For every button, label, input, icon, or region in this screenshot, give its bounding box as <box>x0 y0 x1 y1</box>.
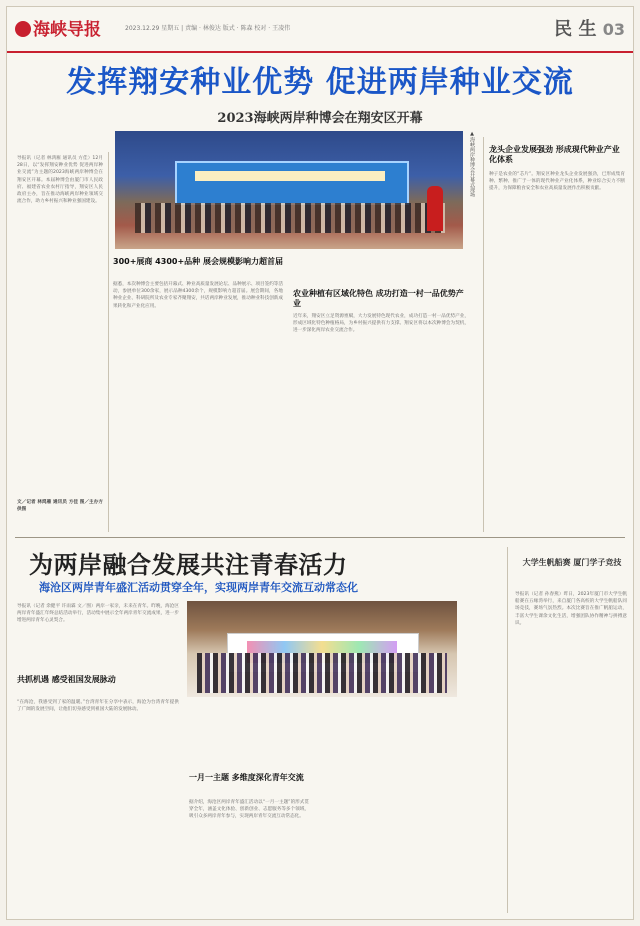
story2-text-a: “在海沧，我感受到了家的温暖。”台湾青年在分享中表示，海沧为台湾青年提供了广阔的发展空间，让他们切身感受到祖国大陆的发展脉动。 <box>17 700 179 713</box>
column-rule <box>108 152 109 532</box>
story-divider <box>15 537 625 538</box>
story1-subhead-b: 农业种植有区域化特色 成功打造一村一品优势产业 <box>293 289 464 308</box>
page-number: 03 <box>602 20 625 39</box>
section-name: 民 生 <box>554 19 597 40</box>
logo-circle-icon <box>15 21 31 37</box>
lead-subhead: 2023海峡两岸种博会在翔安区开幕 <box>217 111 423 126</box>
side-story-headline: 大学生帆船赛 厦门学子竞技 <box>522 558 622 567</box>
newspaper-page <box>6 6 634 920</box>
story2-subhead: 海沧区两岸青年盛汇活动贯穿全年，实现两岸青年交流互动常态化 <box>39 581 358 594</box>
story2-text-b: 据介绍，海沧区两岸青年盛汇活动以“一月一主题”的形式贯穿全年，涵盖文化体验、创新创业、志愿服务等多个领域，吸引众多两岸青年参与，实现两岸青年交流互动常态化。 <box>189 800 309 820</box>
story2-subhead-a: 共抓机遇 感受祖国发展脉动 <box>17 675 116 684</box>
story2-headline: 为两岸融合发展共注青春活力 <box>29 551 348 579</box>
photo-youth-gathering <box>187 601 457 697</box>
masthead <box>7 7 633 53</box>
photo-banner <box>195 171 385 181</box>
logo-text: 海峡导报 <box>33 20 101 40</box>
photo-crowd <box>197 653 447 693</box>
newspaper-logo <box>15 15 101 40</box>
story2-subhead-b: 一月一主题 多维度深化青年交流 <box>189 773 304 782</box>
photo-stage <box>175 161 409 205</box>
issue-meta: 2023.12.29 星期五 | 责编 · 林俊达 版式 · 陈森 校对 · 王凌伟 <box>125 25 291 32</box>
photo-opening-ceremony <box>115 131 463 249</box>
story1-text-b: 近年来，翔安区立足资源禀赋，大力发展特色现代农业，成功打造一村一品优势产业，形成区域化特色种植格局，为乡村振兴提供有力支撑。翔安区将以本次种博会为契机，进一步深化两岸农业交流合作。 <box>293 314 469 334</box>
story1-text-a: 据悉，本次种博会主要包括开幕式、种业高质量发展论坛、品种展示、项目签约等活动，参展单位300余家，展示品种4300余个，规模影响力超首届。展会期间，各地种业企业、科研院所及农业专家齐聚翔安，共话两岸种业发展，推动种业科技创新成果转化和产业化应用。 <box>113 282 283 309</box>
section-label <box>554 15 625 41</box>
story1-byline: 文／记者 林鸿雁 通讯员 方佳 图／主办方供图 <box>17 500 103 513</box>
lead-headline: 发挥翔安种业优势 促进两岸种业交流 <box>66 65 574 100</box>
story1-subhead-c: 龙头企业发展强劲 形成现代种业产业化体系 <box>489 145 620 164</box>
story1-intro: 导报讯（记者 林鸿雁 通讯员 方佳）12月28日，以“发挥翔安种业优势 促进两岸种业交流”为主题的2023海峡两岸种博会在翔安区开幕。本届种博会由厦门市人民政府、福建省农业农村厅指导，翔安区人民政府主办，旨在推动海峡两岸种业领域交流合作，助力乡村振兴和种业强国建设。 <box>17 156 103 205</box>
story1-text-c: 种子是农业的“芯片”。翔安区种业龙头企业发展强劲，已形成集育种、繁种、推广于一体的现代种业产业化体系，种业综合实力不断提升，为保障粮食安全和农业高质量发展作出积极贡献。 <box>489 172 625 192</box>
photo-people <box>135 203 445 233</box>
photo-red-figure <box>427 186 443 231</box>
column-rule <box>483 137 484 532</box>
story2-text-1: 导报讯（记者 余健平 许雨霖 文／图）两岸一家亲，未来在青年。昨晚，海沧区两岸青年盛汇年终总结活动举行，活动集中展示全年两岸青年交流成果，进一步增进两岸青年心灵契合。 <box>17 604 179 624</box>
story1-subhead-a: 300+展商 4300+品种 展会规模影响力超首届 <box>113 257 283 266</box>
side-story-text: 导报讯（记者 孙春燕）昨日，2023年厦门市大学生帆船赛在五缘湾举行，来自厦门各高校的大学生帆船队同场竞技，赛场气氛热烈。本次比赛旨在推广帆船运动，丰富大学生课余文化生活，增强团队协作精神与拼搏意识。 <box>515 592 627 626</box>
column-rule <box>507 547 508 913</box>
photo1-caption: ▲海峡两岸种博会开幕式现场 <box>469 131 475 197</box>
